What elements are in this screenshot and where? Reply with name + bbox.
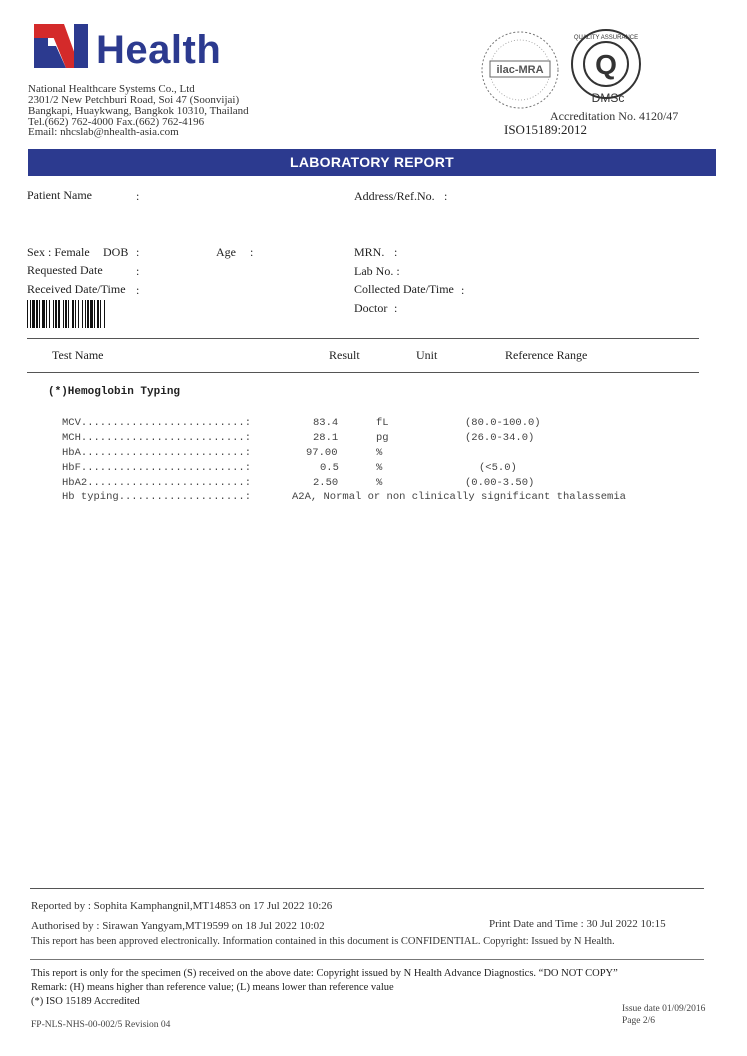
n-health-logo-icon [34,24,92,68]
report-title: LABORATORY REPORT [289,154,455,170]
label-colon: : [136,283,140,297]
received-datetime-label: Received Date/Time [27,282,126,296]
label-colon: : [136,245,140,259]
print-datetime: Print Date and Time : 30 Jul 2022 10:15 [489,918,666,930]
dmsc-seal-ring-text: QUALITY ASSURANCE [573,35,639,41]
table-row [0,432,747,448]
table-row [0,417,747,433]
dmsc-quality-assurance-seal-icon [568,26,644,106]
test-reference-range: (26.0-34.0) [465,432,535,444]
label-colon: : [250,245,254,259]
lab-company-name: National Healthcare Systems Co., Ltd [28,83,195,95]
test-name: Hb typing....................: [62,491,252,503]
dmsc-seal-bottom-text: DMSc [591,91,625,105]
hb-typing-result: A2A, Normal or non clinically significant thalassemia [292,491,626,503]
table-header-divider [27,372,699,373]
test-result: 97.00 [306,447,338,459]
confidential-notice: This report has been approved electronically. Information contained in this document is CONFIDENTIAL. Copyright: Issued by N Health. [31,936,615,947]
test-reference-range: (0.00-3.50) [465,477,535,489]
test-result: 2.50 [313,477,339,489]
age-label: Age [216,245,236,259]
lab-no-label: Lab No. : [354,264,400,278]
label-colon: : [394,245,398,259]
footer-bottom-divider [30,959,704,960]
test-unit: % [376,447,383,459]
barcode-icon [27,300,159,328]
remark-note: Remark: (H) means higher than reference value; (L) means lower than reference value [31,982,394,993]
table-row [0,462,747,478]
table-row [0,447,747,463]
test-result: 28.1 [313,432,339,444]
label-colon: : [444,189,448,203]
test-name: HbA2.........................: [62,477,252,489]
label-colon: : [136,189,140,203]
specimen-note: This report is only for the specimen (S) received on the above date: Copyright issued by N Health Advance Diagnostics. “DO NOT COPY” [31,968,618,979]
accreditation-number: Accreditation No. 4120/47 [550,109,679,123]
form-code: FP-NLS-NHS-00-002/5 Revision 04 [31,1020,171,1030]
dob-label: DOB [103,245,129,259]
doctor-label: Doctor [354,301,388,315]
column-header-unit: Unit [416,348,438,362]
test-result: 0.5 [320,462,339,474]
mrn-label: MRN. [354,245,385,259]
column-header-test-name: Test Name [52,348,104,362]
table-row [0,491,747,507]
table-top-divider [27,338,699,339]
test-name: HbF..........................: [62,462,252,474]
label-colon: : [461,283,465,297]
section-title-hemoglobin-typing: (*)Hemoglobin Typing [48,386,181,398]
test-result: 83.4 [313,417,339,429]
lab-address-line: Bangkapi, Huaykwang, Bangkok 10310, Thailand [28,105,249,117]
reported-by: Reported by : Sophita Kamphangnil,MT14853 on 17 Jul 2022 10:26 [31,900,333,912]
iso-accredited-note: (*) ISO 15189 Accredited [31,996,140,1007]
test-unit: pg [376,432,389,444]
iso-standard: ISO15189:2012 [504,122,588,137]
label-colon: : [394,301,398,315]
test-reference-range: (80.0-100.0) [465,417,541,429]
lab-email: Email: nhcslab@nhealth-asia.com [28,126,179,138]
label-colon: : [136,264,140,278]
dmsc-seal-letter: Q [595,49,617,80]
column-header-result: Result [329,348,360,362]
test-name: HbA..........................: [62,447,252,459]
footer-top-divider [30,888,704,889]
lab-phone: Tel.(662) 762-4000 Fax.(662) 762-4196 [28,116,205,128]
issue-date: Issue date 01/09/2016 [622,1004,706,1014]
page-number: Page 2/6 [622,1016,655,1026]
authorised-by: Authorised by : Sirawan Yangyam,MT19599 on 18 Jul 2022 10:02 [31,920,325,932]
ilac-mra-seal-icon [478,28,562,112]
test-unit: % [376,477,383,489]
test-unit: % [376,462,383,474]
lab-address-line: 2301/2 New Petchburi Road, Soi 47 (Soonvijai) [28,94,240,106]
column-header-reference-range: Reference Range [505,348,588,362]
brand-name: Health [96,28,222,72]
test-name: MCH..........................: [62,432,252,444]
address-ref-label: Address/Ref.No. [354,189,435,203]
patient-name-label: Patient Name [27,188,92,202]
test-name: MCV..........................: [62,417,252,429]
collected-datetime-label: Collected Date/Time [354,282,454,296]
requested-date-label: Requested Date [27,263,103,277]
test-unit: fL [376,417,389,429]
test-reference-range: (<5.0) [479,462,517,474]
report-title-bar [28,149,716,176]
ilac-seal-text: ilac-MRA [496,64,544,76]
sex-label: Sex : Female [27,245,90,259]
